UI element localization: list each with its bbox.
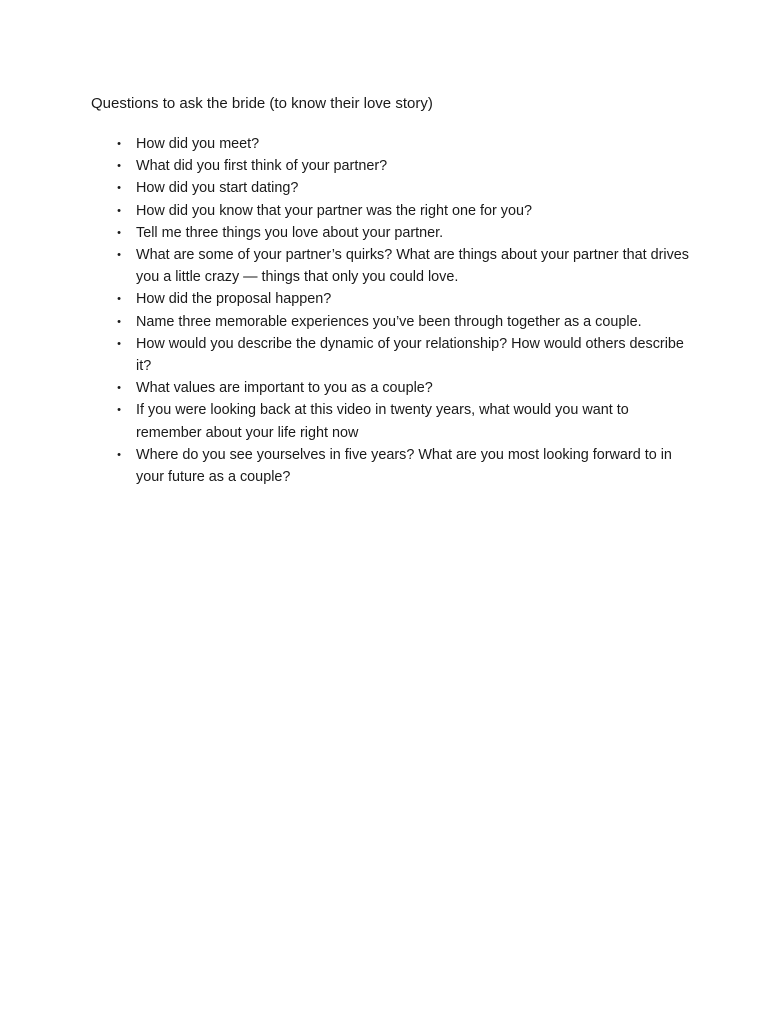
list-item	[117, 399, 696, 443]
bullet-icon: •	[117, 448, 121, 461]
list-item	[117, 155, 696, 177]
bullet-icon: •	[117, 160, 121, 173]
list-item	[117, 222, 696, 244]
question-text: How did you meet?	[136, 136, 260, 152]
bullet-icon: •	[117, 382, 121, 395]
list-item	[117, 377, 696, 399]
list-item	[117, 200, 696, 222]
bullet-icon: •	[117, 404, 121, 417]
bullet-icon: •	[117, 337, 121, 350]
question-text: What did you first think of your partner?	[136, 158, 388, 175]
question-text: Where do you see yourselves in five years? What are you most looking forward to in your future as a couple?	[136, 446, 672, 486]
question-text: How did you know that your partner was the right one for you?	[136, 202, 532, 219]
list-item	[117, 288, 696, 310]
bullet-icon: •	[117, 182, 121, 195]
question-text: What are some of your partner’s quirks? What are things about your partner that drives you a little crazy — things that only you could love.	[136, 247, 689, 286]
list-item	[117, 133, 696, 155]
document-title: Questions to ask the bride (to know their love story)	[91, 95, 433, 112]
question-text: Tell me three things you love about your partner.	[136, 224, 444, 241]
bullet-icon: •	[117, 315, 121, 328]
bullet-icon: •	[117, 293, 121, 306]
list-item	[117, 311, 696, 333]
list-item	[117, 244, 696, 288]
list-item	[117, 177, 696, 199]
question-text: How did the proposal happen?	[136, 291, 332, 308]
bullet-icon: •	[117, 204, 121, 217]
bullet-icon: •	[117, 249, 121, 262]
question-text: What values are important to you as a couple?	[136, 380, 433, 397]
question-text: Name three memorable experiences you’ve been through together as a couple.	[136, 313, 642, 330]
bullet-icon: •	[117, 226, 121, 239]
question-list	[117, 133, 696, 488]
bullet-icon: •	[117, 138, 121, 150]
question-text: How did you start dating?	[136, 180, 299, 197]
question-text: How would you describe the dynamic of your relationship? How would others describe it?	[136, 335, 684, 375]
list-item	[117, 444, 696, 488]
list-item	[117, 333, 696, 377]
question-text: If you were looking back at this video in twenty years, what would you want to remember about your life right now	[136, 402, 629, 441]
